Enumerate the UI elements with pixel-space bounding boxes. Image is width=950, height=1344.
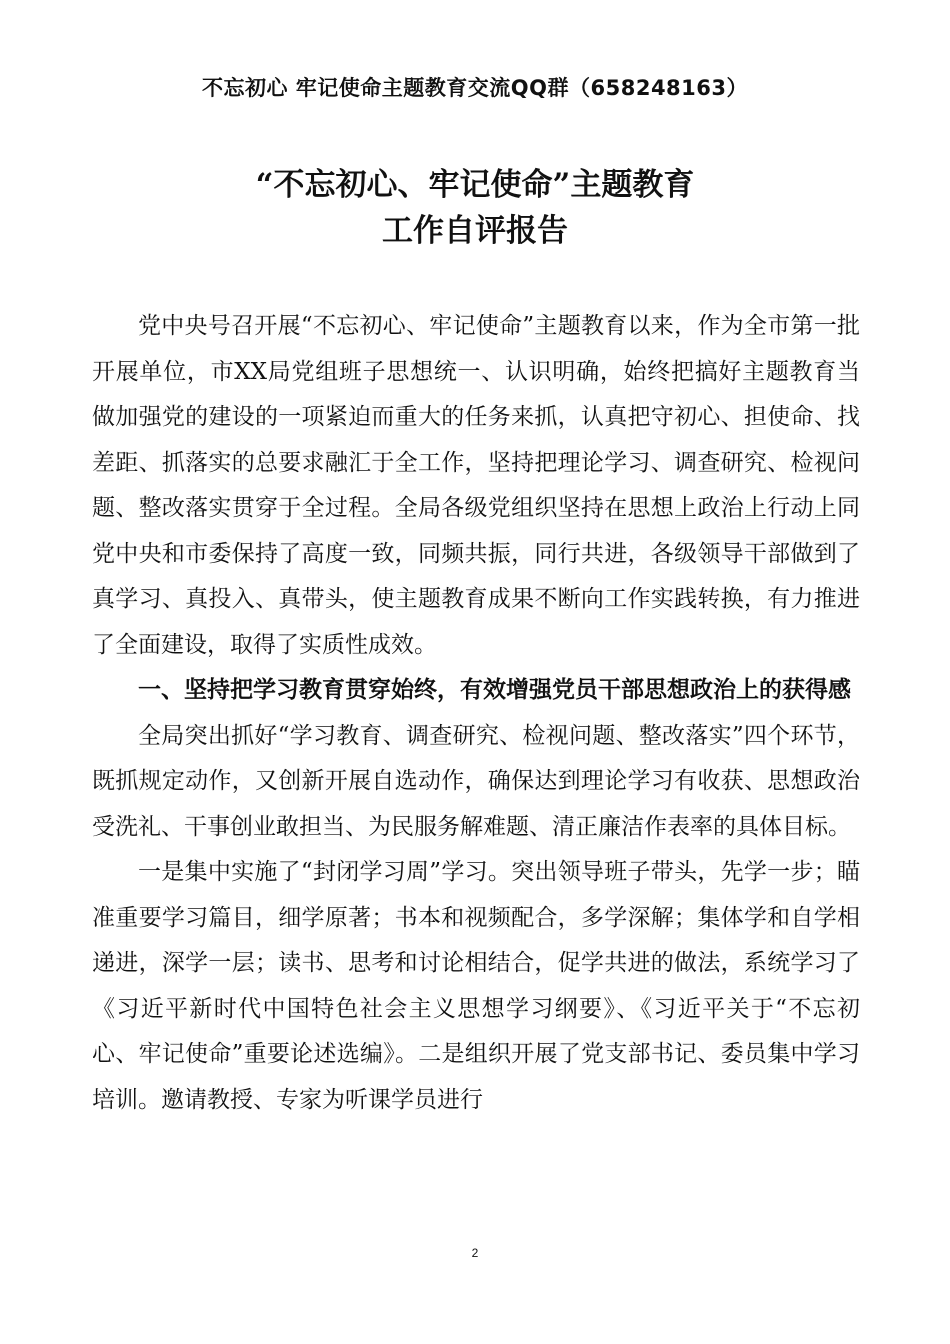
section-heading: 一、坚持把学习教育贯穿始终，有效增强党员干部思想政治上的获得感 <box>138 677 851 703</box>
header-banner: 不忘初心 牢记使命主题教育交流QQ群（658248163） <box>201 76 749 100</box>
body-paragraph: 一是集中实施了“封闭学习周”学习。突出领导班子带头，先学一步；瞄准重要学习篇目，细学原著；书本和视频配合，多学深解；集体学和自学相递进，深学一层；读书、思考和讨论相结合，促学共进的做法，系统学习了《习近平新时代中国特色社会主义思想学习纲要》、《习近平关于“不忘初心、牢记使命”重要论述选编》。二是组织开展了党支部书记、委员集中学习培训。邀请教授、专家为听课学员进行 <box>92 859 860 1113</box>
page-number: 2 <box>471 1246 479 1260</box>
body-paragraph: 党中央号召开展“不忘初心、牢记使命”主题教育以来，作为全市第一批开展单位，市XX局党组班子思想统一、认识明确，始终把搞好主题教育当做加强党的建设的一项紧迫而重大的任务来抓，认真把守初心、担使命、找差距、抓落实的总要求融汇于全工作，坚持把理论学习、调查研究、检视问题、整改落实贯穿于全过程。全局各级党组织坚持在思想上政治上行动上同党中央和市委保持了高度一致，同频共振，同行共进，各级领导干部做到了真学习、真投入、真带头，使主题教育成果不断向工作实践转换，有力推进了全面建设，取得了实质性成效。 <box>92 313 860 658</box>
report-title <box>0 162 950 254</box>
report-title-line-1: “不忘初心、牢记使命”主题教育 <box>255 167 695 203</box>
report-title-line-2: 工作自评报告 <box>382 213 568 249</box>
body-paragraph: 全局突出抓好“学习教育、调查研究、检视问题、整改落实”四个环节，既抓规定动作，又创新开展自选动作，确保达到理论学习有收获、思想政治受洗礼、干事创业敢担当、为民服务解难题、清正廉洁作表率的具体目标。 <box>92 722 860 840</box>
report-body <box>92 304 860 1123</box>
